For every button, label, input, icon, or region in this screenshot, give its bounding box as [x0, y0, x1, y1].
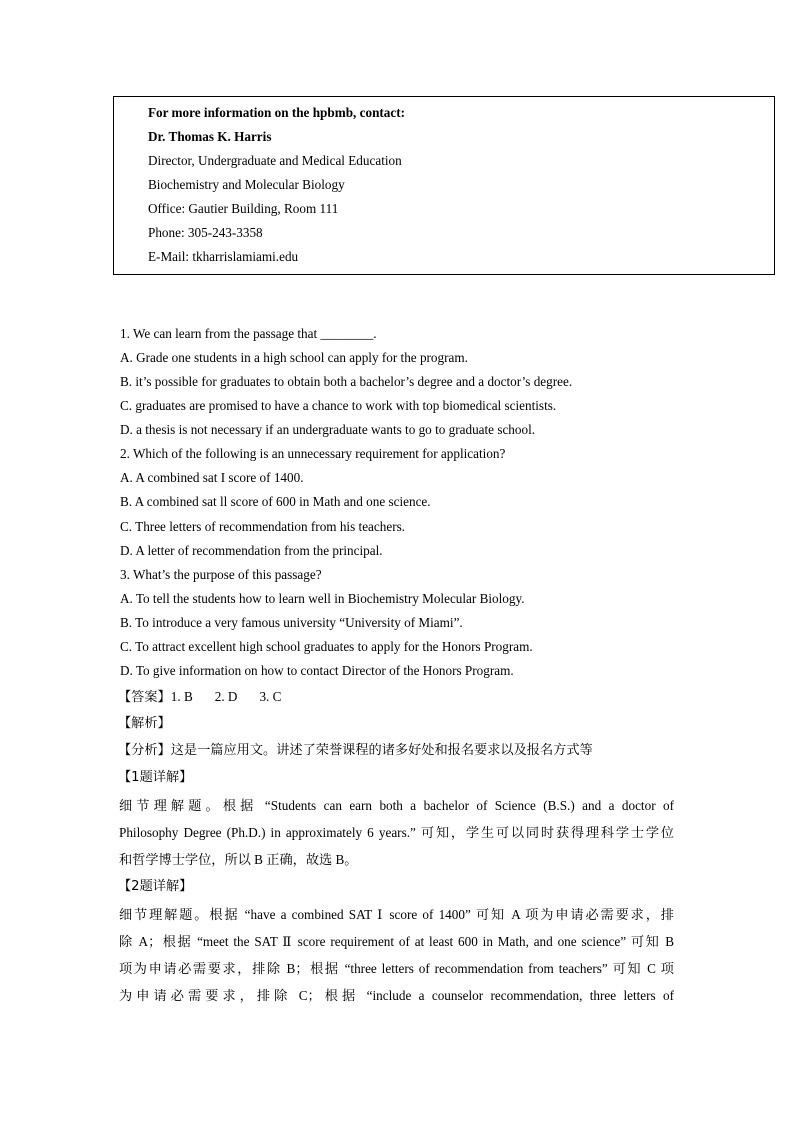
answer-line [118, 688, 281, 707]
answer-label: 【答案】 [118, 690, 171, 705]
contact-email: E-Mail: tkharrislamiami.edu [148, 249, 299, 264]
question-2-stem: 2. Which of the following is an unnecessary requirement for application? [120, 446, 506, 461]
answer-3: 3. C [259, 689, 282, 704]
q2-detail-line-2: 除 A；根据 “meet the SAT Ⅱ score requirement of at least 600 in Math, and one science” 可知 B [119, 934, 674, 949]
question-2-option-c: C. Three letters of recommendation from his teachers. [120, 519, 406, 534]
question-2-option-a: A. A combined sat I score of 1400. [120, 470, 304, 485]
analysis-summary: 【分析】这是一篇应用文。讲述了荣誉课程的诸多好处和报名要求以及报名方式等 [118, 743, 593, 758]
contact-department: Biochemistry and Molecular Biology [148, 177, 345, 192]
question-3-stem: 3. What’s the purpose of this passage? [120, 567, 322, 582]
q1-detail-line-1: 细节理解题。根据 “Students can earn both a bachelor of Science (B.S.) and a doctor of [119, 798, 674, 813]
contact-phone: Phone: 305-243-3358 [148, 225, 263, 240]
question-3-option-a: A. To tell the students how to learn well in Biochemistry Molecular Biology. [120, 591, 525, 606]
answer-2: 2. D [214, 689, 238, 704]
question-1-option-a: A. Grade one students in a high school can apply for the program. [120, 350, 468, 365]
question-3-option-c: C. To attract excellent high school graduates to apply for the Honors Program. [120, 639, 533, 654]
question-2-option-d: D. A letter of recommendation from the principal. [120, 543, 383, 558]
question-1-option-c: C. graduates are promised to have a chance to work with top biomedical scientists. [120, 398, 557, 413]
contact-name: Dr. Thomas K. Harris [148, 129, 272, 144]
q1-detail-line-3: 和哲学博士学位，所以 B 正确，故选 B。 [119, 852, 358, 867]
question-1-stem: 1. We can learn from the passage that ________. [120, 326, 377, 341]
q1-detail-heading: 【1题详解】 [118, 770, 193, 785]
q1-detail-line-2: Philosophy Degree (Ph.D.) in approximately 6 years.” 可知，学生可以同时获得理科学士学位 [119, 825, 674, 840]
question-1-option-b: B. it’s possible for graduates to obtain both a bachelor’s degree and a doctor’s degree. [120, 374, 573, 389]
contact-office: Office: Gautier Building, Room 111 [148, 201, 339, 216]
question-2-option-b: B. A combined sat ll score of 600 in Math and one science. [120, 494, 431, 509]
contact-title: Director, Undergraduate and Medical Education [148, 153, 402, 168]
question-3-option-d: D. To give information on how to contact Director of the Honors Program. [120, 663, 514, 678]
contact-heading: For more information on the hpbmb, contact: [148, 105, 406, 120]
contact-info-box [113, 96, 775, 275]
q2-detail-line-4: 为申请必需要求，排除 C；根据 “include a counselor recommendation, three letters of [119, 988, 674, 1003]
question-3-option-b: B. To introduce a very famous university “University of Miami”. [120, 615, 463, 630]
analysis-label: 【解析】 [118, 716, 171, 731]
answer-1: 1. B [170, 689, 193, 704]
q2-detail-heading: 【2题详解】 [118, 879, 193, 894]
q2-detail-line-1: 细节理解题。根据 “have a combined SAT Ⅰ score of 1400” 可知 A 项为申请必需要求，排 [119, 907, 674, 922]
q2-detail-line-3: 项为申请必需要求，排除 B；根据 “three letters of recommendation from teachers” 可知 C 项 [119, 961, 674, 976]
question-1-option-d: D. a thesis is not necessary if an undergraduate wants to go to graduate school. [120, 422, 536, 437]
